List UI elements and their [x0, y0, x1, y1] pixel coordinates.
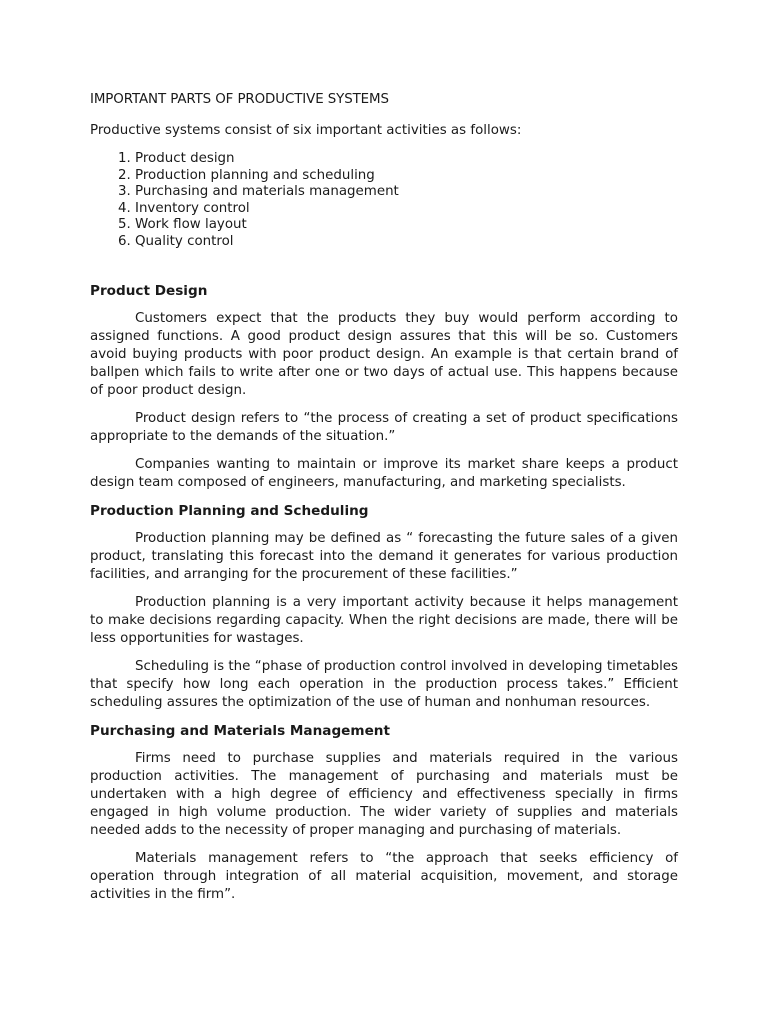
section-heading: Production Planning and Scheduling: [90, 502, 369, 519]
list-item: 1. Product design: [135, 151, 678, 168]
paragraph: Production planning may be defined as “ forecasting the future sales of a given product, translating this forecast into the demand it generates for various production facilities, and arranging for the procurement of these facilities.”: [90, 530, 678, 582]
list-item: 5. Work flow layout: [135, 217, 678, 234]
paragraph: Product design refers to “the process of creating a set of product specifications appropriate to the demands of the situation.”: [90, 410, 678, 444]
paragraph: Companies wanting to maintain or improve its market share keeps a product design team composed of engineers, manufacturing, and marketing specialists.: [90, 456, 678, 490]
list-item: 6. Quality control: [135, 234, 678, 251]
section-production-planning: [90, 502, 678, 712]
paragraph: Production planning is a very important activity because it helps management to make decisions regarding capacity. When the right decisions are made, there will be less opportunities for wastages.: [90, 594, 678, 646]
list-item: 2. Production planning and scheduling: [135, 168, 678, 185]
paragraph: Materials management refers to “the approach that seeks efficiency of operation through integration of all material acquisition, movement, and storage activities in the firm”.: [90, 850, 678, 902]
list-item: 3. Purchasing and materials management: [135, 184, 678, 201]
section-heading: Purchasing and Materials Management: [90, 722, 390, 739]
paragraph: Firms need to purchase supplies and materials required in the various production activities. The management of purchasing and materials must be undertaken with a high degree of efficiency and effectiveness specially in firms engaged in high volume production. The wider variety of supplies and materials needed adds to the necessity of proper managing and purchasing of materials.: [90, 750, 678, 838]
section-heading: Product Design: [90, 282, 208, 299]
list-item: 4. Inventory control: [135, 201, 678, 218]
activity-list: [90, 151, 678, 251]
section-product-design: [90, 282, 678, 492]
section-purchasing-materials: [90, 722, 678, 904]
paragraph: Customers expect that the products they buy would perform according to assigned functions. A good product design assures that this will be so. Customers avoid buying products with poor product design. An example is that certain brand of ballpen which fails to write after one or two days of actual use. This happens because of poor product design.: [90, 310, 678, 398]
paragraph: Scheduling is the “phase of production control involved in developing timetables that specify how long each operation in the production process takes.” Efficient scheduling assures the optimization of the use of human and nonhuman resources.: [90, 658, 678, 710]
document-title: IMPORTANT PARTS OF PRODUCTIVE SYSTEMS: [90, 92, 389, 107]
intro-paragraph: Productive systems consist of six important activities as follows:: [90, 123, 522, 138]
